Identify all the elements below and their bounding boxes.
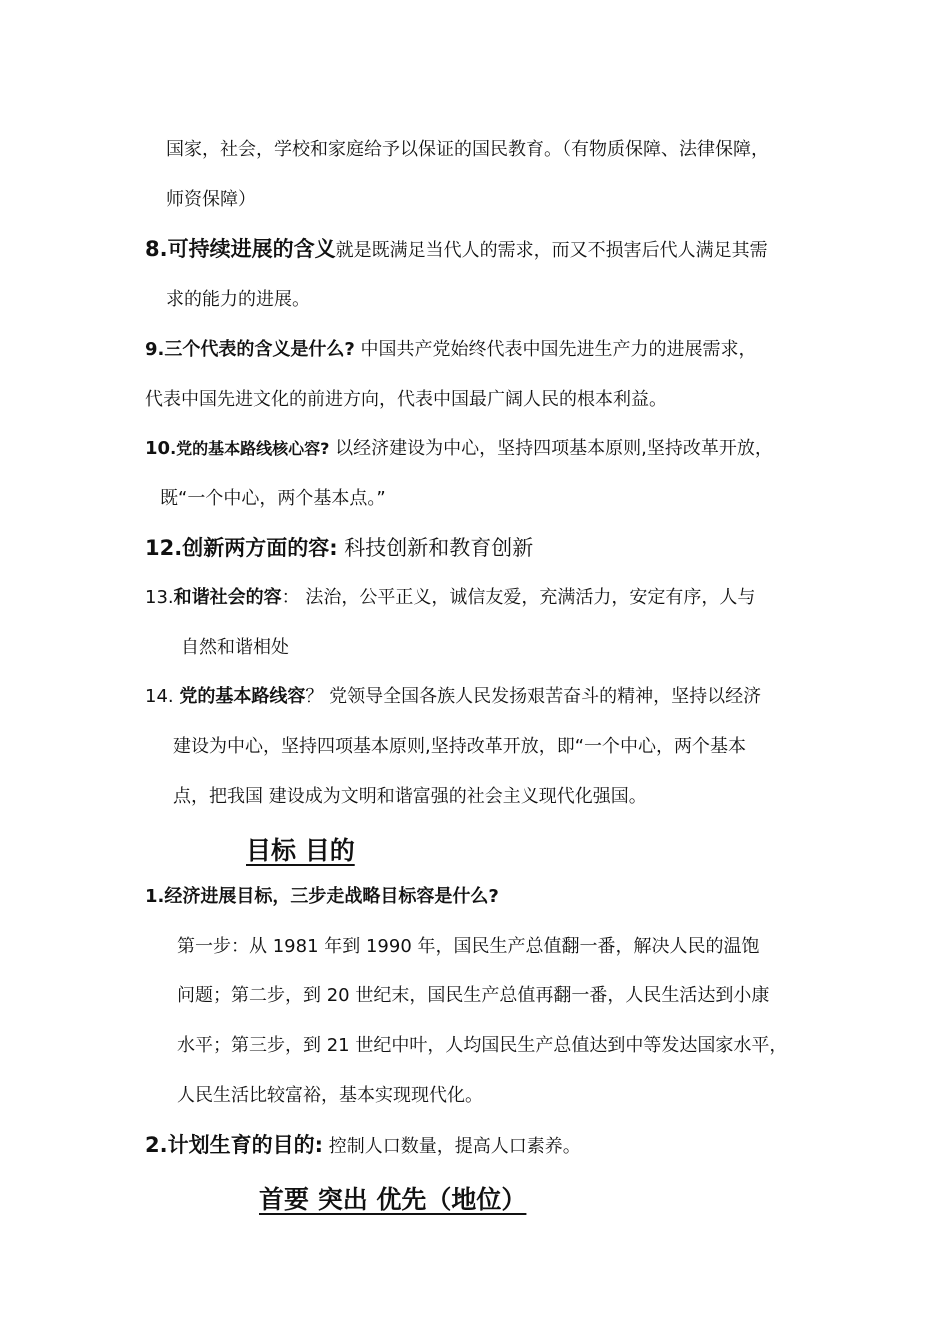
item-9-line-2: 代表中国先进文化的前进方向，代表中国最广阔人民的根本利益。 — [145, 389, 667, 410]
item-9 — [145, 338, 757, 362]
item-8-label: 8.可持续进展的含义 — [145, 237, 336, 261]
item-10-label: .党的基本路线核心容? — [170, 439, 330, 458]
goal-1-label: 1.经济进展目标，三步走战略目标容是什么? — [145, 886, 499, 907]
item-10-line-2: 既“一个中心，两个基本点。” — [160, 488, 386, 509]
section-title-priority: 首要 突出 优先（地位） — [259, 1185, 527, 1214]
goal-1-line-2: 问题；第二步，到 20 世纪末，国民生产总值再翻一番，人民生活达到小康 — [177, 985, 770, 1006]
intro-line-1: 国家，社会，学校和家庭给予以保证的国民教育。（有物质保障、法律保障， — [166, 139, 769, 160]
item-10-text: 以经济建设为中心，坚持四项基本原则,坚持改革开放， — [329, 438, 773, 459]
item-9-text: 中国共产党始终代表中国先进生产力的进展需求， — [354, 339, 757, 360]
item-12-text: 科技创新和教育创新 — [337, 536, 534, 560]
item-10 — [145, 437, 773, 461]
goal-1-line-1: 第一步：从 1981 年到 1990 年，国民生产总值翻一番，解决人民的温饱 — [177, 936, 760, 957]
item-13-line-2: 自然和谐相处 — [181, 637, 289, 658]
item-14 — [145, 685, 761, 709]
goal-2 — [145, 1133, 581, 1159]
item-8 — [145, 237, 768, 263]
item-13-label: 和谐社会的容 — [173, 587, 282, 608]
item-8-text: 就是既满足当代人的需求，而又不损害后代人满足其需 — [335, 240, 768, 261]
item-14-line-2: 建设为中心，坚持四项基本原则,坚持改革开放，即“一个中心，两个基本 — [173, 736, 747, 757]
item-14-text: ？ 党领导全国各族人民发扬艰苦奋斗的精神，坚持以经济 — [305, 686, 762, 707]
section-title-goal: 目标 目的 — [246, 836, 355, 865]
item-13-text: ： 法治，公平正义，诚信友爱，充满活力，安定有序，人与 — [281, 587, 756, 608]
goal-1-line-3: 水平；第三步，到 21 世纪中叶，人均国民生产总值达到中等发达国家水平， — [177, 1035, 788, 1056]
item-9-label: 9.三个代表的含义是什么? — [145, 339, 355, 360]
item-12-label: 12.创新两方面的容: — [145, 536, 338, 560]
item-13-number: 13. — [145, 587, 174, 608]
item-8-line-2: 求的能力的进展。 — [166, 289, 310, 310]
item-14-number: 14. — [145, 686, 180, 707]
goal-2-label: 2.计划生育的目的: — [145, 1133, 323, 1157]
goal-2-text: 控制人口数量，提高人口素养。 — [323, 1136, 581, 1157]
item-12 — [145, 536, 533, 562]
intro-line-2: 师资保障） — [166, 189, 256, 210]
item-14-label: 党的基本路线容 — [179, 686, 306, 707]
item-14-line-3: 点，把我国 建设成为文明和谐富强的社会主义现代化强国。 — [173, 786, 647, 807]
goal-1-line-4: 人民生活比较富裕，基本实现现代化。 — [177, 1085, 483, 1106]
item-13 — [145, 586, 755, 610]
item-10-number: 10 — [145, 438, 171, 459]
